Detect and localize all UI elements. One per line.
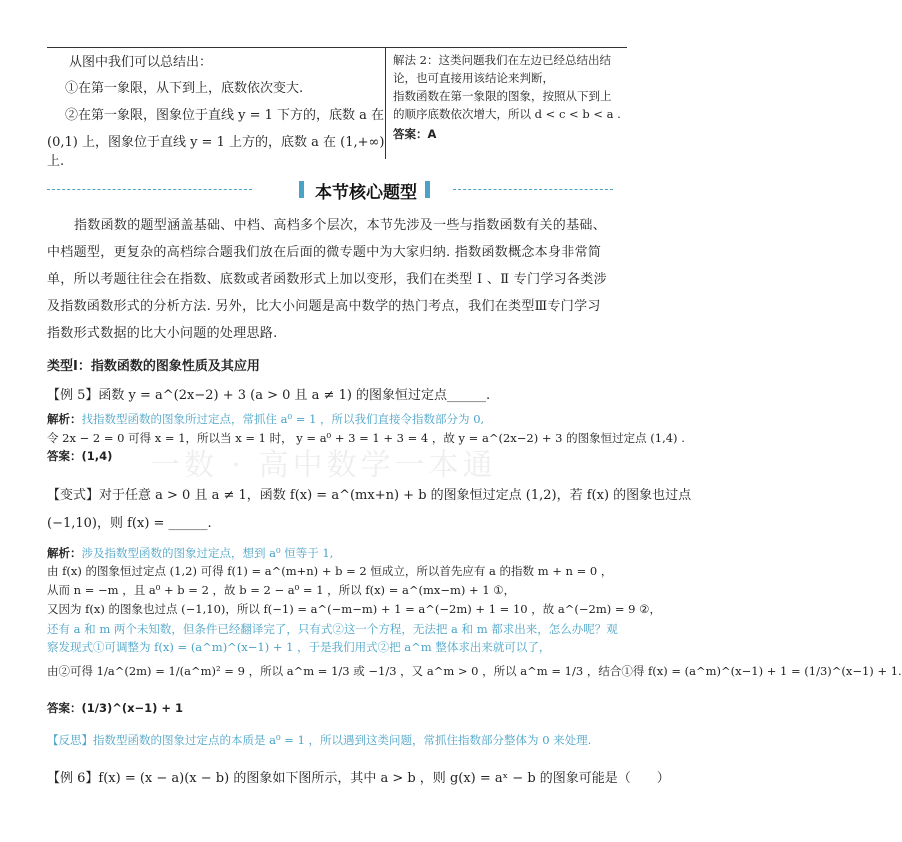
example5-hint: 找指数型函数的图象所过定点，常抓住 a⁰ = 1 ，所以我们直接令指数部分为 0, [81,412,485,426]
accent-bar-left [299,181,304,198]
intro-line-1: 指数函数的题型涵盖基础、中档、高档多个层次，本节先涉及一些与指数函数有关的基础、 [74,218,607,233]
method2-line-1: 解法 2：这类问题我们在左边已经总结出结 [393,53,611,67]
type1-heading: 类型Ⅰ：指数函数的图象性质及其应用 [47,359,260,374]
summary-line-3: ②在第一象限，图象位于直线 y = 1 下方的，底数 a 在 [65,108,385,123]
section-header [47,180,613,203]
intro-line-4: 及指数函数形式的分析方法. 另外，比大小问题是高中数学的热门考点，我们在类型Ⅲ专门学习 [47,299,601,314]
summary-table [47,47,627,169]
variant-reflection: 【反思】指数型函数的图象过定点的本质是 a⁰ = 1 ，所以遇到这类问题，常抓住指数部分整体为 0 来处理. [47,733,592,747]
dashed-rule-right [453,189,613,191]
watermark: 一数 · 高中数学一本通 [150,448,497,483]
variant-step-2: 从而 n = −m ，且 a⁰ + b = 2 ，故 b = 2 − a⁰ = 1 ，所以 f(x) = a^(mx−m) + 1 ①， [47,583,516,597]
method2-line-4: 的顺序底数依次增大，所以 d < c < b < a . [393,107,621,121]
summary-line-1: 从图中我们可以总结出： [69,55,213,70]
variant-question-line-1: 【变式】对于任意 a > 0 且 a ≠ 1，函数 f(x) = a^(mx+n) + b 的图象恒过定点 (1,2)，若 f(x) 的图象也过点 [47,488,692,503]
variant-step-4: 由②可得 1/a^(2m) = 1/(a^m)² = 9 ，所以 a^m = 1/3 或 −1/3 ，又 a^m > 0 ，所以 a^m = 1/3 ，结合①得 f(x) = (a^m)^(x−1) + 1 = (1/3)^(x−1) + 1. [47,664,902,678]
table-top-border [47,47,627,48]
intro-line-5: 指数形式数据的比大小问题的处理思路. [47,326,278,341]
example5-analysis-line-2: 令 2x − 2 = 0 可得 x = 1，所以当 x = 1 时， y = a⁰ + 3 = 1 + 3 = 4 ，故 y = a^(2x−2) + 3 的图象恒过定点 (1,4) . [47,431,685,445]
section-title: 本节核心题型 [315,183,417,203]
variant-hint-2a: 还有 a 和 m 两个未知数，但条件已经翻译完了，只有式②这一个方程，无法把 a 和 m 都求出来，怎么办呢？观 [47,622,618,636]
accent-bar-right [425,181,430,198]
example5-answer: 答案：(1,4) [47,449,113,463]
method2-answer: 答案：A [393,127,437,141]
variant-hint: 涉及指数型函数的图象过定点，想到 a⁰ 恒等于 1, [81,546,334,560]
example5-analysis [47,411,484,427]
variant-analysis [47,545,333,561]
dashed-rule-left [47,189,252,191]
summary-line-2: ①在第一象限，从下到上，底数依次变大. [65,81,304,96]
example6-question: 【例 6】f(x) = (x − a)(x − b) 的图象如下图所示，其中 a > b ，则 g(x) = aˣ − b 的图象可能是（ ） [47,771,670,786]
intro-line-3: 单，所以考题往往会在指数、底数或者函数形式上加以变形，我们在类型 Ⅰ 、Ⅱ 专门学习各类涉 [47,272,607,287]
variant-step-3: 又因为 f(x) 的图象也过点 (−1,10)，所以 f(−1) = a^(−m−m) + 1 = a^(−2m) + 1 = 10 ，故 a^(−2m) = 9 ②， [47,602,661,616]
variant-step-1: 由 f(x) 的图象恒过定点 (1,2) 可得 f(1) = a^(m+n) + b = 2 恒成立，所以首先应有 a 的指数 m + n = 0 ， [47,564,613,578]
variant-answer: 答案：(1/3)^(x−1) + 1 [47,701,184,715]
analysis-label: 解析： [47,412,82,426]
summary-line-4: (0,1) 上，图象位于直线 y = 1 上方的，底数 a 在 (1,+∞) 上. [47,135,385,169]
method2-line-2: 论，也可直接用该结论来判断， [393,71,554,85]
analysis-label: 解析： [47,546,82,560]
example5-question: 【例 5】函数 y = a^(2x−2) + 3 (a > 0 且 a ≠ 1) 的图象恒过定点______. [47,388,491,403]
intro-line-2: 中档题型，更复杂的高档综合题我们放在后面的微专题中为大家归纳. 指数函数概念本身非常简 [47,245,602,260]
method2-line-3: 指数函数在第一象限的图象，按照从下到上 [393,89,612,103]
variant-hint-2b: 察发现式①可调整为 f(x) = (a^m)^(x−1) + 1 ，于是我们用式②把 a^m 整体求出来就可以了， [47,640,551,654]
variant-question-line-2: (−1,10)，则 f(x) = ______. [47,516,212,531]
